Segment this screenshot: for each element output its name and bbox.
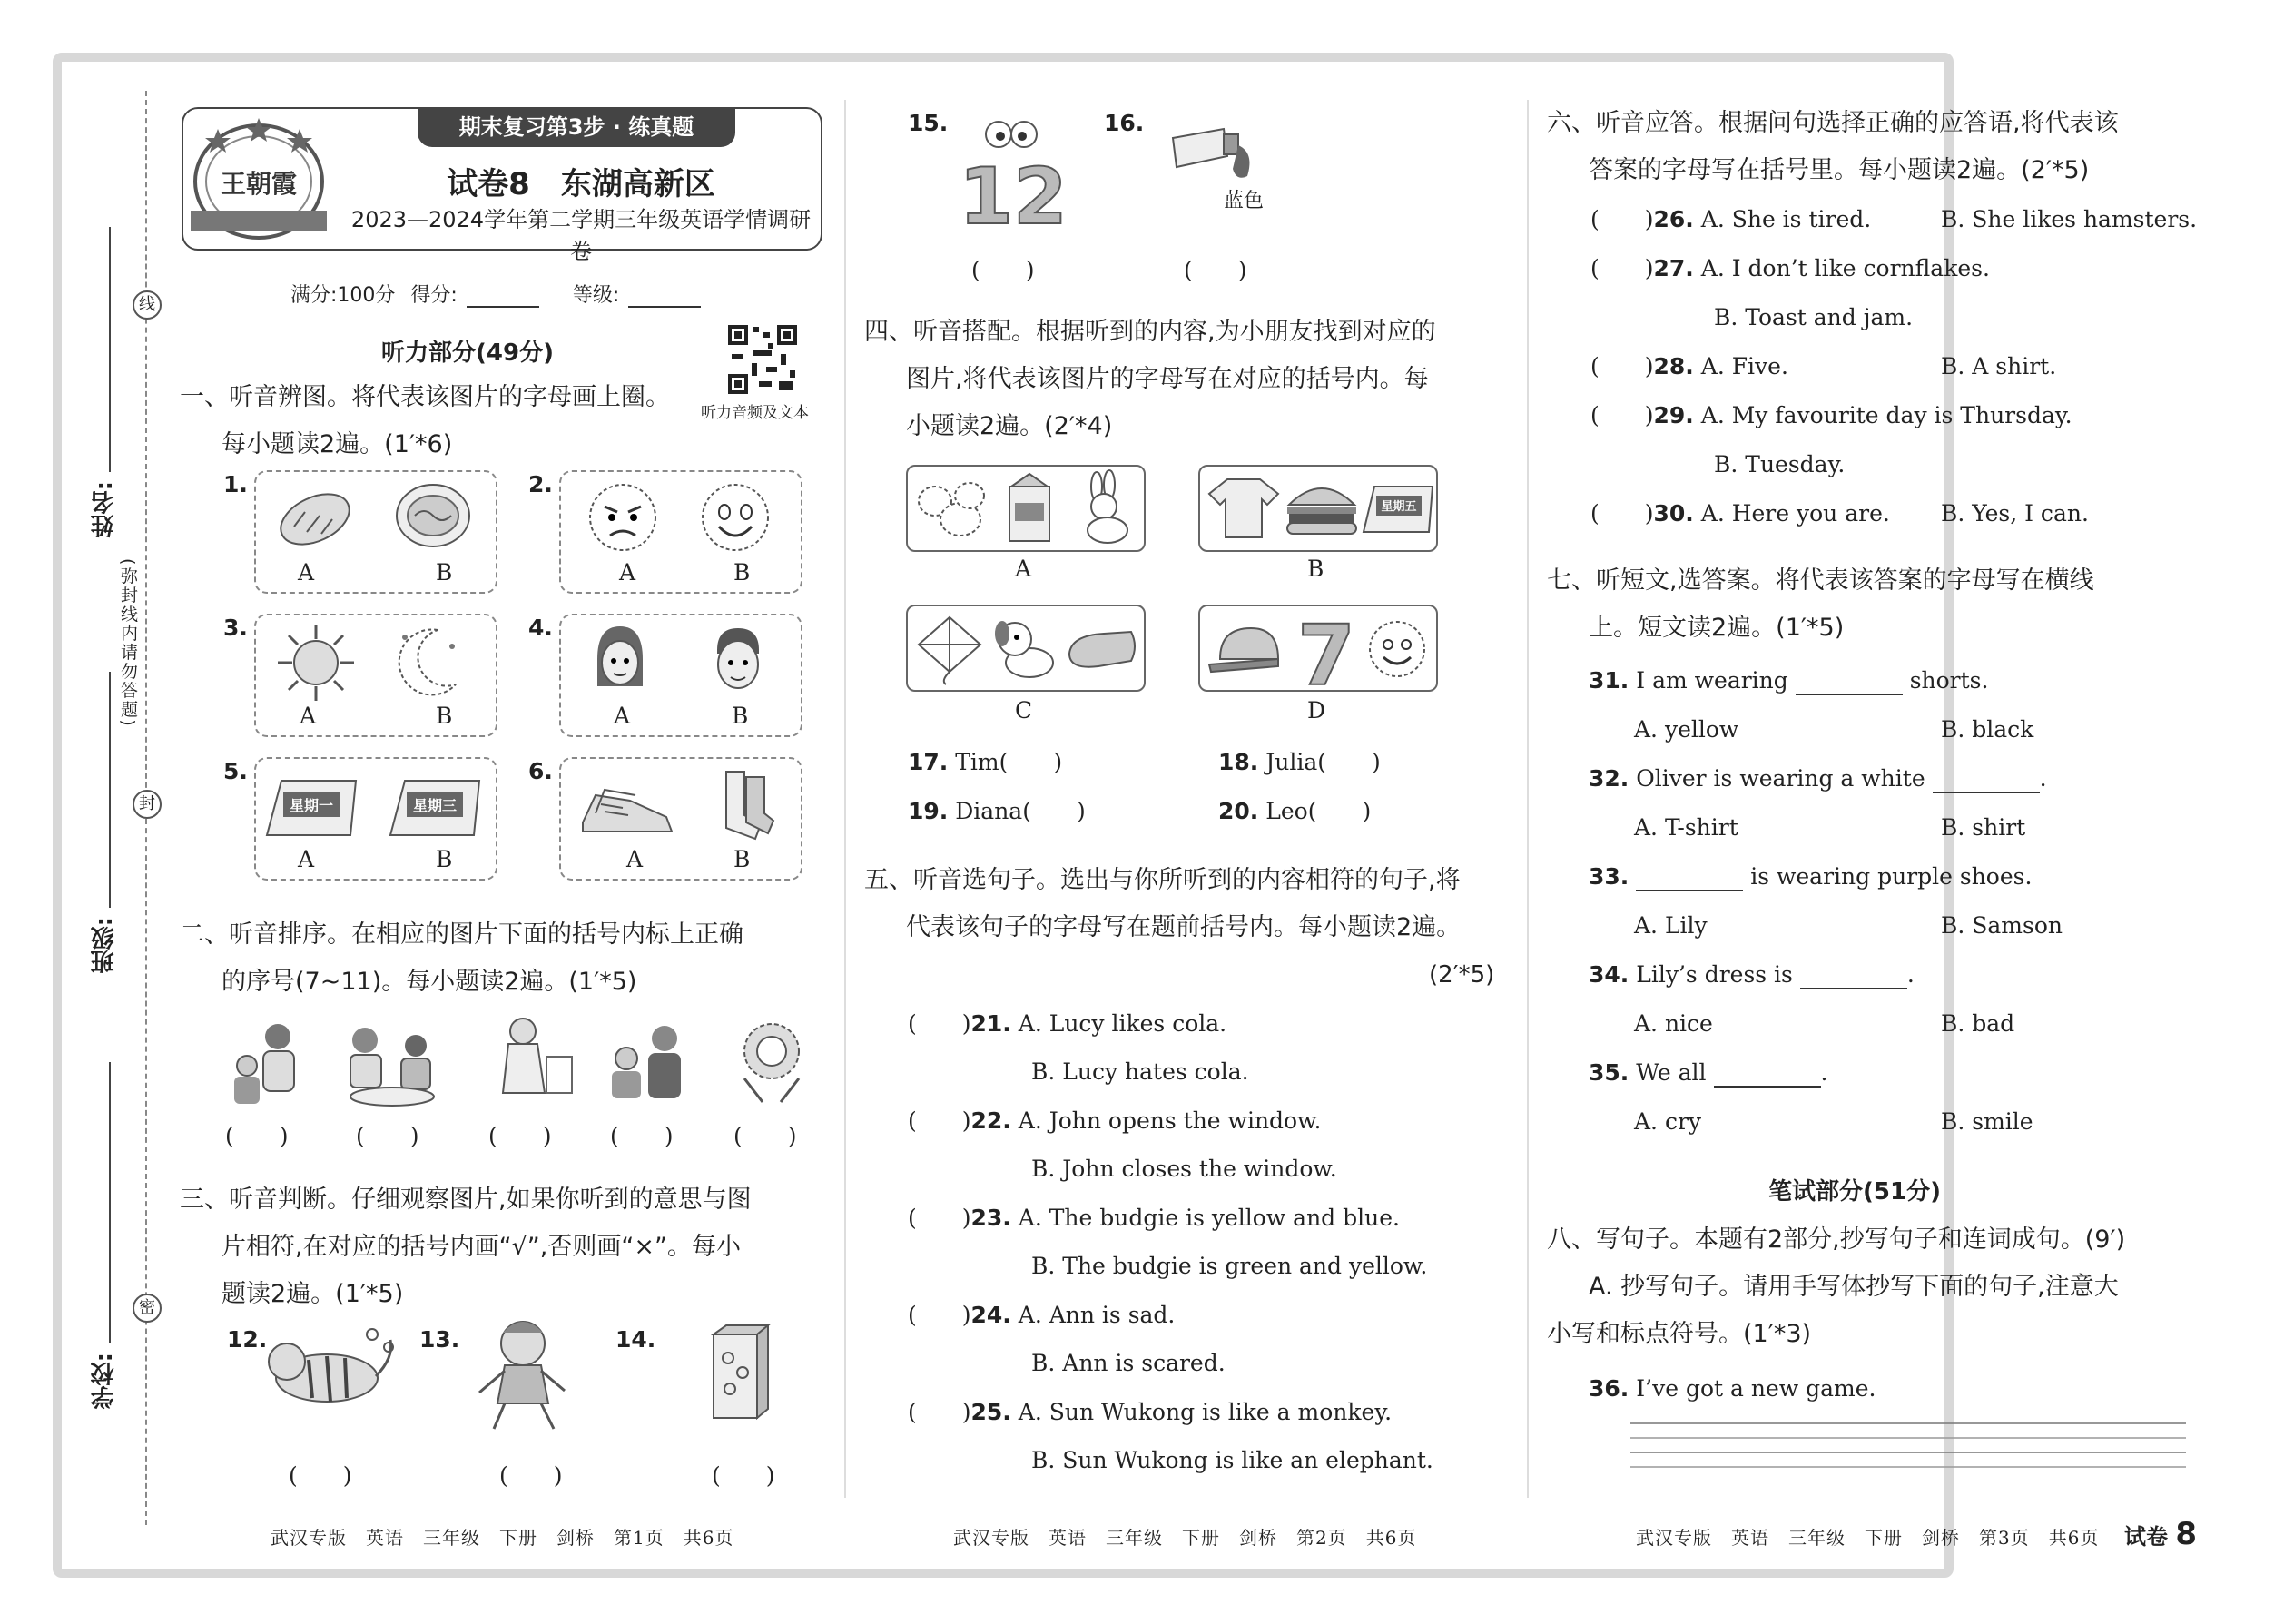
- item-number: 25.: [970, 1399, 1011, 1425]
- answer-paren[interactable]: ( ): [733, 1123, 797, 1149]
- q23: [908, 1204, 1400, 1233]
- option-a: A. Lucy likes cola.: [1018, 1010, 1227, 1037]
- part7-line1: 七、听短文,选答案。将代表该答案的字母写在横线: [1547, 566, 2094, 595]
- q33: [1589, 862, 2032, 891]
- grade-blank[interactable]: [628, 286, 701, 308]
- item-number: 4.: [528, 615, 553, 641]
- option-b: B. Lucy hates cola.: [1031, 1058, 1249, 1085]
- paper-subtitle: 2023—2024学年第二学期三年级英语学情调研卷: [350, 207, 812, 264]
- item-number: 30.: [1653, 500, 1694, 527]
- option-a[interactable]: A: [298, 559, 315, 586]
- part3-instructions: [180, 1176, 752, 1318]
- scene-lion-icon: [726, 1015, 817, 1111]
- item-number: 19.: [908, 798, 949, 824]
- option-b: B. The budgie is green and yellow.: [1031, 1253, 1428, 1279]
- part1-line1: 一、听音辨图。将代表该图片的字母画上圈。: [180, 383, 670, 411]
- option-a[interactable]: A: [300, 703, 317, 729]
- option-b: B. smile: [1941, 1108, 2033, 1135]
- option-b: B. Sun Wukong is like an elephant.: [1031, 1447, 1433, 1473]
- q22: [908, 1107, 1321, 1136]
- q21: [908, 1009, 1226, 1038]
- option-a: A. T-shirt: [1634, 814, 1738, 841]
- option-label-a: A: [1015, 556, 1032, 582]
- paper-title: 试卷8 东湖高新区: [447, 166, 715, 202]
- option-b: B. shirt: [1941, 814, 2026, 841]
- option-b: B. She likes hamsters.: [1941, 206, 2198, 232]
- item-number: 26.: [1653, 206, 1694, 232]
- q32-pre: Oliver is wearing a white: [1636, 765, 1925, 792]
- item-number: 5.: [223, 758, 248, 784]
- blue-color-label: 蓝色: [1224, 190, 1265, 212]
- option-a[interactable]: A: [614, 703, 631, 729]
- q34-pre: Lily’s dress is: [1636, 961, 1793, 988]
- part3-line2: 片相符,在对应的括号内画“√”,否则画“×”。每小: [222, 1233, 741, 1261]
- q34-post: .: [1906, 961, 1915, 988]
- rabbit-icon: [1071, 472, 1137, 546]
- q35-pre: We all: [1636, 1059, 1707, 1086]
- option-b: B. Ann is scared.: [1031, 1350, 1226, 1376]
- t-shirt-icon: [1207, 476, 1280, 541]
- clown-icon: [472, 1316, 572, 1434]
- boy-face-icon: [706, 623, 770, 703]
- option-box-a[interactable]: [906, 465, 1146, 552]
- sun-icon: [276, 623, 356, 703]
- name-label: 姓名:: [91, 481, 118, 538]
- option-b: B. Toast and jam.: [1714, 304, 1914, 330]
- logo-text: 王朝霞: [220, 169, 298, 199]
- calendar-icon: [1360, 479, 1436, 537]
- part2-line2: 的序号(7~11)。每小题读2遍。(1′*5): [222, 968, 637, 996]
- item-number: 31.: [1589, 667, 1629, 694]
- option-a[interactable]: A: [626, 846, 644, 872]
- q18: [1218, 748, 1381, 777]
- part7-instructions: [1547, 557, 2094, 652]
- listening-section-title: 听力部分(49分): [381, 340, 554, 367]
- item1-box: [254, 470, 497, 594]
- answer-paren[interactable]: ( ): [610, 1123, 674, 1149]
- qr-code[interactable]: [726, 323, 799, 396]
- q32: [1589, 764, 2047, 793]
- q36-text: I’ve got a new game.: [1636, 1375, 1876, 1402]
- part4-line1: 四、听音搭配。根据听到的内容,为小朋友找到对应的: [864, 318, 1436, 346]
- item-number: 14.: [615, 1326, 656, 1353]
- item-number: 13.: [419, 1326, 460, 1353]
- answer-paren[interactable]: ( ): [356, 1123, 419, 1149]
- item-number: 12.: [227, 1326, 268, 1353]
- seal-note: (弥封线内请勿答题): [118, 558, 138, 728]
- item-number: 35.: [1589, 1059, 1629, 1086]
- answer-paren[interactable]: ( ): [908, 1399, 971, 1425]
- item-number: 33.: [1589, 863, 1629, 890]
- option-a: A. cry: [1634, 1108, 1702, 1135]
- class-blank[interactable]: [109, 672, 111, 908]
- q31-pre: I am wearing: [1636, 667, 1788, 694]
- answer-paren[interactable]: ( ): [1590, 255, 1654, 281]
- part2-instructions: [180, 911, 743, 1006]
- q29: [1590, 401, 2072, 430]
- number-seven-icon: [1295, 607, 1358, 704]
- svg-text:12: 12: [959, 152, 1068, 242]
- answer-paren[interactable]: ( ): [908, 1010, 971, 1037]
- milk-carton-icon: [1002, 472, 1057, 545]
- part3-line1: 三、听音判断。仔细观察图片,如果你听到的意思与图: [180, 1186, 752, 1214]
- paper-tag: [2124, 1516, 2197, 1552]
- handwriting-lines[interactable]: [1630, 1422, 2186, 1476]
- item-number: 20.: [1218, 798, 1259, 824]
- answer-blank[interactable]: [1636, 870, 1743, 891]
- q17: [908, 748, 1062, 777]
- noodle-bowl-icon: [392, 479, 474, 556]
- answer-paren[interactable]: ( ): [225, 1123, 289, 1149]
- item-number: 6.: [528, 758, 553, 784]
- number-twelve-icon: [959, 114, 1068, 242]
- moon-icon: [392, 625, 465, 701]
- step-banner: 期末复习第3步 · 练真题: [418, 107, 735, 147]
- scene-mother-child-icon: [223, 1017, 305, 1117]
- q27: [1590, 254, 1990, 283]
- option-label-c: C: [1015, 697, 1033, 723]
- option-a: A. Five.: [1700, 353, 1788, 379]
- option-a: A. Lily: [1634, 912, 1708, 939]
- part5-line2: 代表该句子的字母写在题前括号内。每小题读2遍。: [906, 913, 1462, 941]
- full-score: 满分:100分: [290, 284, 396, 307]
- part8-line1: 八、写句子。本题有2部分,抄写句子和连词成句。(9′): [1547, 1225, 2126, 1254]
- option-b[interactable]: B: [436, 846, 453, 872]
- calendar-b-text: 星期三: [412, 797, 458, 814]
- q28: [1590, 352, 1788, 381]
- part8-instructions: [1547, 1216, 2125, 1358]
- name-blank[interactable]: [109, 227, 111, 472]
- option-a: A. I don’t like cornflakes.: [1700, 255, 1990, 281]
- option-b[interactable]: B: [733, 559, 751, 586]
- school-label: 学校:: [91, 1353, 118, 1410]
- item-number: 15.: [908, 110, 949, 136]
- part2-line1: 二、听音排序。在相应的图片下面的括号内标上正确: [180, 920, 743, 949]
- dog-icon: [986, 612, 1062, 686]
- part8-line3: 小写和标点符号。(1′*3): [1547, 1320, 1812, 1348]
- option-a: A. nice: [1634, 1010, 1713, 1037]
- item-number: 28.: [1653, 353, 1694, 379]
- q18-text[interactable]: Julia( ): [1265, 749, 1381, 775]
- option-a: A. yellow: [1634, 716, 1739, 743]
- option-label-d: D: [1307, 697, 1326, 723]
- writing-section-title: 笔试部分(51分): [1768, 1178, 1941, 1206]
- answer-paren[interactable]: ( ): [289, 1462, 352, 1489]
- q19-text[interactable]: Diana( ): [955, 798, 1086, 824]
- q31: [1589, 666, 1988, 695]
- part6-line2: 答案的字母写在括号里。每小题读2遍。(2′*5): [1589, 156, 2090, 184]
- calendar-friday-text: 星期五: [1381, 500, 1417, 514]
- option-a: A. Here you are.: [1700, 500, 1890, 527]
- hamburger-icon: [1284, 477, 1360, 541]
- answer-paren[interactable]: ( ): [1590, 206, 1654, 232]
- option-a: A. Sun Wukong is like a monkey.: [1018, 1399, 1393, 1425]
- item-number: 27.: [1653, 255, 1694, 281]
- happy-face-icon: [697, 479, 773, 556]
- part4-line2: 图片,将代表该图片的字母写在对应的括号内。每: [906, 365, 1429, 393]
- answer-paren[interactable]: ( ): [1590, 353, 1654, 379]
- paint-tube-icon: [1167, 125, 1255, 187]
- item-number: 36.: [1589, 1375, 1629, 1402]
- girl-face-icon: [588, 623, 652, 703]
- smiley-icon: [1365, 617, 1429, 681]
- item-number: 2.: [528, 471, 553, 497]
- part3-line3: 题读2遍。(1′*5): [222, 1280, 404, 1308]
- answer-paren[interactable]: ( ): [712, 1462, 775, 1489]
- calendar-icon: [387, 772, 483, 839]
- angry-face-icon: [585, 479, 661, 556]
- score-label: 得分:: [410, 284, 458, 307]
- item-number: 29.: [1653, 402, 1694, 428]
- option-b: B. Samson: [1941, 912, 2063, 939]
- seal-char-secret: 密: [133, 1294, 162, 1323]
- grade-label: 等级:: [572, 284, 620, 307]
- option-b[interactable]: B: [733, 846, 751, 872]
- item3-box: [254, 614, 497, 737]
- tiger-icon: [263, 1322, 399, 1422]
- footer-page2: 武汉专版 英语 三年级 下册 剑桥 第2页 共6页: [953, 1527, 1417, 1549]
- item-number: 24.: [970, 1302, 1011, 1328]
- scene-man-boy-icon: [599, 1019, 699, 1109]
- part5-line1: 五、听音选句子。选出与你所听到的内容相符的句子,将: [864, 866, 1461, 894]
- column-divider-2: [1527, 100, 1529, 1498]
- kite-icon: [913, 614, 986, 686]
- part1-line2: 每小题读2遍。(1′*6): [222, 430, 453, 458]
- answer-blank[interactable]: [1800, 968, 1907, 989]
- option-b[interactable]: B: [436, 703, 453, 729]
- answer-blank[interactable]: [1796, 674, 1903, 695]
- answer-paren[interactable]: ( ): [488, 1123, 552, 1149]
- svg-text:7: 7: [1296, 607, 1356, 704]
- q30: [1590, 499, 1890, 528]
- q31-post: shorts.: [1909, 667, 1989, 694]
- part7-line2: 上。短文读2遍。(1′*5): [1589, 614, 1845, 642]
- option-a[interactable]: A: [619, 559, 636, 586]
- answer-paren[interactable]: ( ): [908, 1302, 971, 1328]
- option-a[interactable]: A: [298, 846, 315, 872]
- option-b: B. Tuesday.: [1714, 451, 1846, 477]
- score-line: [290, 280, 710, 308]
- answer-paren[interactable]: ( ): [1590, 500, 1654, 527]
- answer-paren[interactable]: ( ): [908, 1205, 971, 1231]
- bread-icon: [274, 481, 356, 554]
- part5-instructions: [864, 857, 1461, 951]
- item4-box: [559, 614, 802, 737]
- part6-instructions: [1547, 100, 2119, 194]
- score-blank[interactable]: [467, 286, 539, 308]
- cap-icon: [1206, 623, 1287, 677]
- part6-line1: 六、听音应答。根据问句选择正确的应答语,将代表该: [1547, 109, 2119, 137]
- q17-text[interactable]: Tim( ): [955, 749, 1063, 775]
- school-blank[interactable]: [109, 1062, 111, 1343]
- item-number: 18.: [1218, 749, 1259, 775]
- calendar-a-text: 星期一: [289, 797, 334, 814]
- item-number: 16.: [1104, 110, 1145, 136]
- footer-page3: 武汉专版 英语 三年级 下册 剑桥 第3页 共6页: [1636, 1527, 2100, 1549]
- item-number: 1.: [223, 471, 248, 497]
- part4-instructions: [864, 309, 1436, 450]
- column-divider-1: [844, 100, 846, 1498]
- class-label: 班级:: [91, 917, 118, 974]
- part8-line2: A. 抄写句子。请用手写体抄写下面的句子,注意大: [1589, 1273, 2119, 1301]
- answer-blank[interactable]: [1714, 1066, 1821, 1088]
- option-box-c[interactable]: [906, 605, 1146, 692]
- item5-box: [254, 757, 497, 881]
- item-number: 34.: [1589, 961, 1629, 988]
- answer-paren[interactable]: ( ): [908, 1107, 971, 1134]
- cereal-box-icon: [708, 1322, 772, 1423]
- paper-tag-label: 试卷: [2124, 1524, 2168, 1550]
- option-a: A. The budgie is yellow and blue.: [1018, 1205, 1400, 1231]
- q36: [1589, 1374, 1876, 1403]
- q25: [908, 1398, 1392, 1427]
- paper-tag-number: 8: [2175, 1516, 2198, 1552]
- qr-caption: 听力音频及文本: [701, 404, 809, 422]
- part1-instructions: [180, 374, 670, 468]
- q35-post: .: [1820, 1059, 1828, 1086]
- eggs-icon: [915, 476, 991, 539]
- option-b[interactable]: B: [436, 559, 453, 586]
- q35: [1589, 1058, 1827, 1088]
- q24: [908, 1301, 1175, 1330]
- footer-page1: 武汉专版 英语 三年级 下册 剑桥 第1页 共6页: [271, 1527, 734, 1549]
- option-box-b[interactable]: [1198, 465, 1438, 552]
- item-number: 3.: [223, 615, 248, 641]
- option-a: A. My favourite day is Thursday.: [1700, 402, 2072, 428]
- seal-char-line: 线: [133, 290, 162, 320]
- option-b: B. John closes the window.: [1031, 1156, 1337, 1182]
- q20-text[interactable]: Leo( ): [1265, 798, 1372, 824]
- option-box-d[interactable]: [1198, 605, 1438, 704]
- option-a: A. John opens the window.: [1018, 1107, 1322, 1134]
- q20: [1218, 797, 1371, 826]
- answer-paren[interactable]: ( ): [1590, 402, 1654, 428]
- scene-girl-window-icon: [487, 1011, 577, 1111]
- option-label-b: B: [1307, 556, 1324, 582]
- item2-box: [559, 470, 802, 594]
- answer-blank[interactable]: [1933, 772, 2040, 793]
- socks-icon: [714, 768, 777, 844]
- q32-post: .: [2039, 765, 2047, 792]
- sneakers-icon: [577, 768, 679, 841]
- scene-dinner-icon: [338, 1020, 447, 1111]
- answer-paren[interactable]: ( ): [971, 257, 1035, 283]
- option-b: B. A shirt.: [1941, 353, 2057, 379]
- option-b: B. black: [1941, 716, 2034, 743]
- q19: [908, 797, 1086, 826]
- item-number: 22.: [970, 1107, 1011, 1134]
- option-a: A. Ann is sad.: [1018, 1302, 1176, 1328]
- publisher-logo: [182, 111, 336, 247]
- option-b[interactable]: B: [732, 703, 749, 729]
- option-b: B. bad: [1941, 1010, 2015, 1037]
- q33-post: is wearing purple shoes.: [1750, 863, 2033, 890]
- answer-paren[interactable]: ( ): [1184, 257, 1247, 283]
- q34: [1589, 960, 1915, 989]
- answer-paren[interactable]: ( ): [499, 1462, 563, 1489]
- calendar-icon: [263, 772, 359, 839]
- item-number: 23.: [970, 1205, 1011, 1231]
- part4-line3: 小题读2遍。(2′*4): [906, 412, 1113, 440]
- item-number: 21.: [970, 1010, 1011, 1037]
- option-b: B. Yes, I can.: [1941, 500, 2089, 527]
- seal-char-seal: 封: [133, 790, 162, 819]
- item-number: 32.: [1589, 765, 1629, 792]
- item-number: 17.: [908, 749, 949, 775]
- item6-box: [559, 757, 802, 881]
- q26: [1590, 205, 1871, 234]
- sausage-icon: [1062, 625, 1140, 675]
- option-a: A. She is tired.: [1700, 206, 1872, 232]
- part5-score: (2′*5): [1429, 961, 1495, 989]
